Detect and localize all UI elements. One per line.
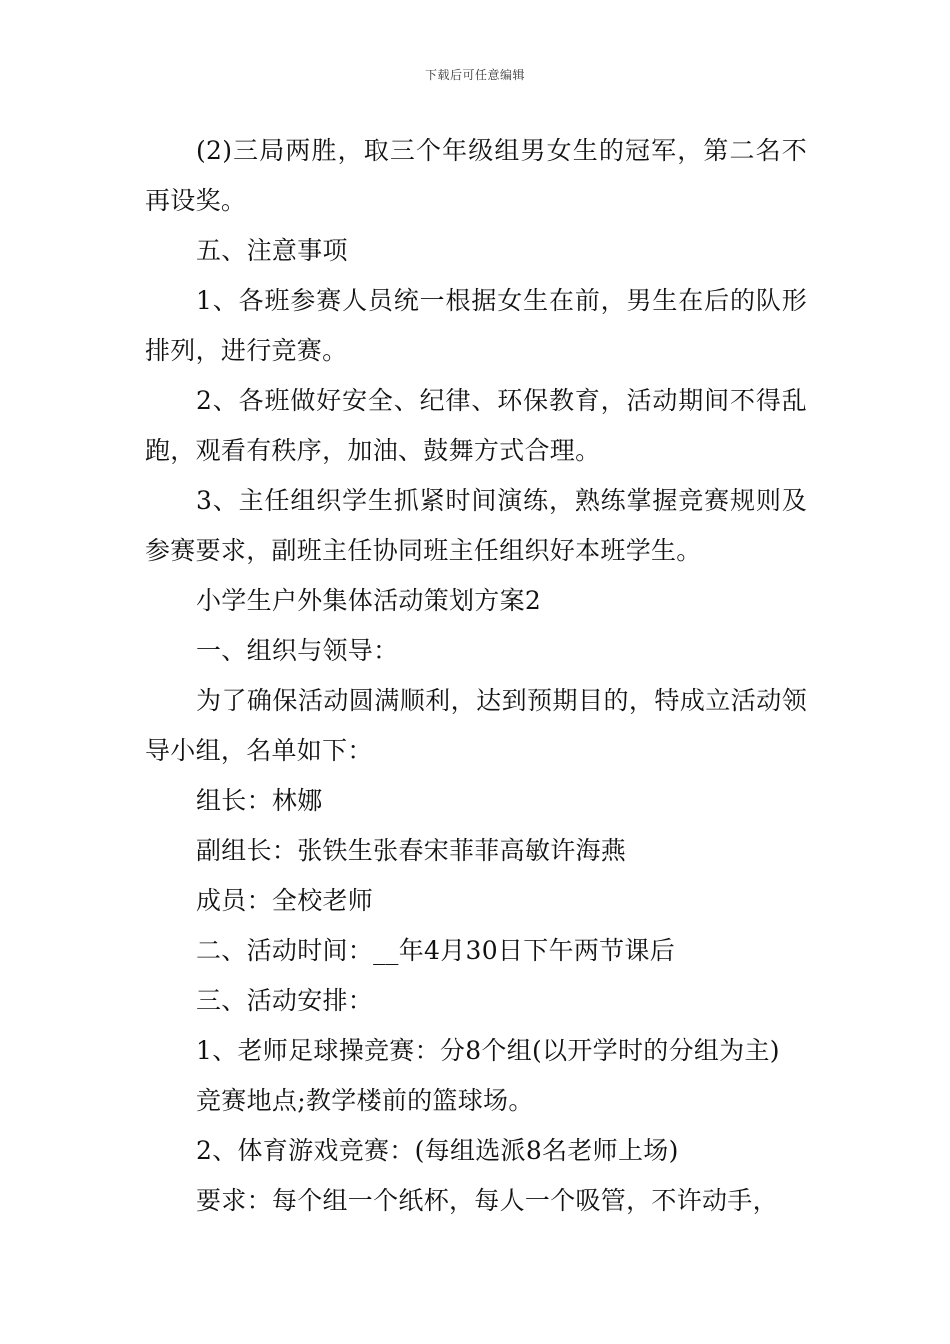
document-body	[145, 126, 807, 1226]
paragraph-group-leader: 组长：林娜	[196, 786, 323, 815]
heading-activity-time: 二、活动时间：__年4月30日下午两节课后	[196, 936, 676, 965]
heading-organization: 一、组织与领导：	[196, 636, 399, 665]
paragraph-members: 成员：全校老师	[196, 886, 374, 915]
paragraph-requirements: 要求：每个组一个纸杯，每人一个吸管，不许动手，	[196, 1186, 778, 1215]
paragraph-rules-best-of-three: (2)三局两胜，取三个年级组男女生的冠军，第二名不再设奖。	[145, 136, 807, 215]
paragraph-deputy-leaders: 副组长：张铁生张春宋菲菲高敏许海燕	[196, 836, 627, 865]
page-header-note: 下载后可任意编辑	[424, 68, 525, 82]
paragraph-sports-games: 2、体育游戏竞赛：(每组选派8名老师上场)	[196, 1136, 679, 1165]
paragraph-note-3: 3、主任组织学生抓紧时间演练，熟练掌握竞赛规则及参赛要求，副班主任协同班主任组织好本班学生。	[145, 486, 807, 565]
paragraph-football-exercise: 1、老师足球操竞赛：分8个组(以开学时的分组为主)	[196, 1036, 780, 1065]
paragraph-note-1: 1、各班参赛人员统一根据女生在前，男生在后的队形排列，进行竞赛。	[145, 286, 807, 365]
section-title-plan-2: 小学生户外集体活动策划方案2	[196, 586, 542, 615]
heading-notes: 五、注意事项	[196, 236, 348, 265]
paragraph-leadership-group: 为了确保活动圆满顺利，达到预期目的，特成立活动领导小组，名单如下：	[145, 686, 807, 765]
paragraph-venue: 竞赛地点;教学楼前的篮球场。	[196, 1086, 534, 1115]
paragraph-note-2: 2、各班做好安全、纪律、环保教育，活动期间不得乱跑，观看有秩序，加油、鼓舞方式合理。	[145, 386, 807, 465]
heading-activity-arrangement: 三、活动安排：	[196, 986, 374, 1015]
